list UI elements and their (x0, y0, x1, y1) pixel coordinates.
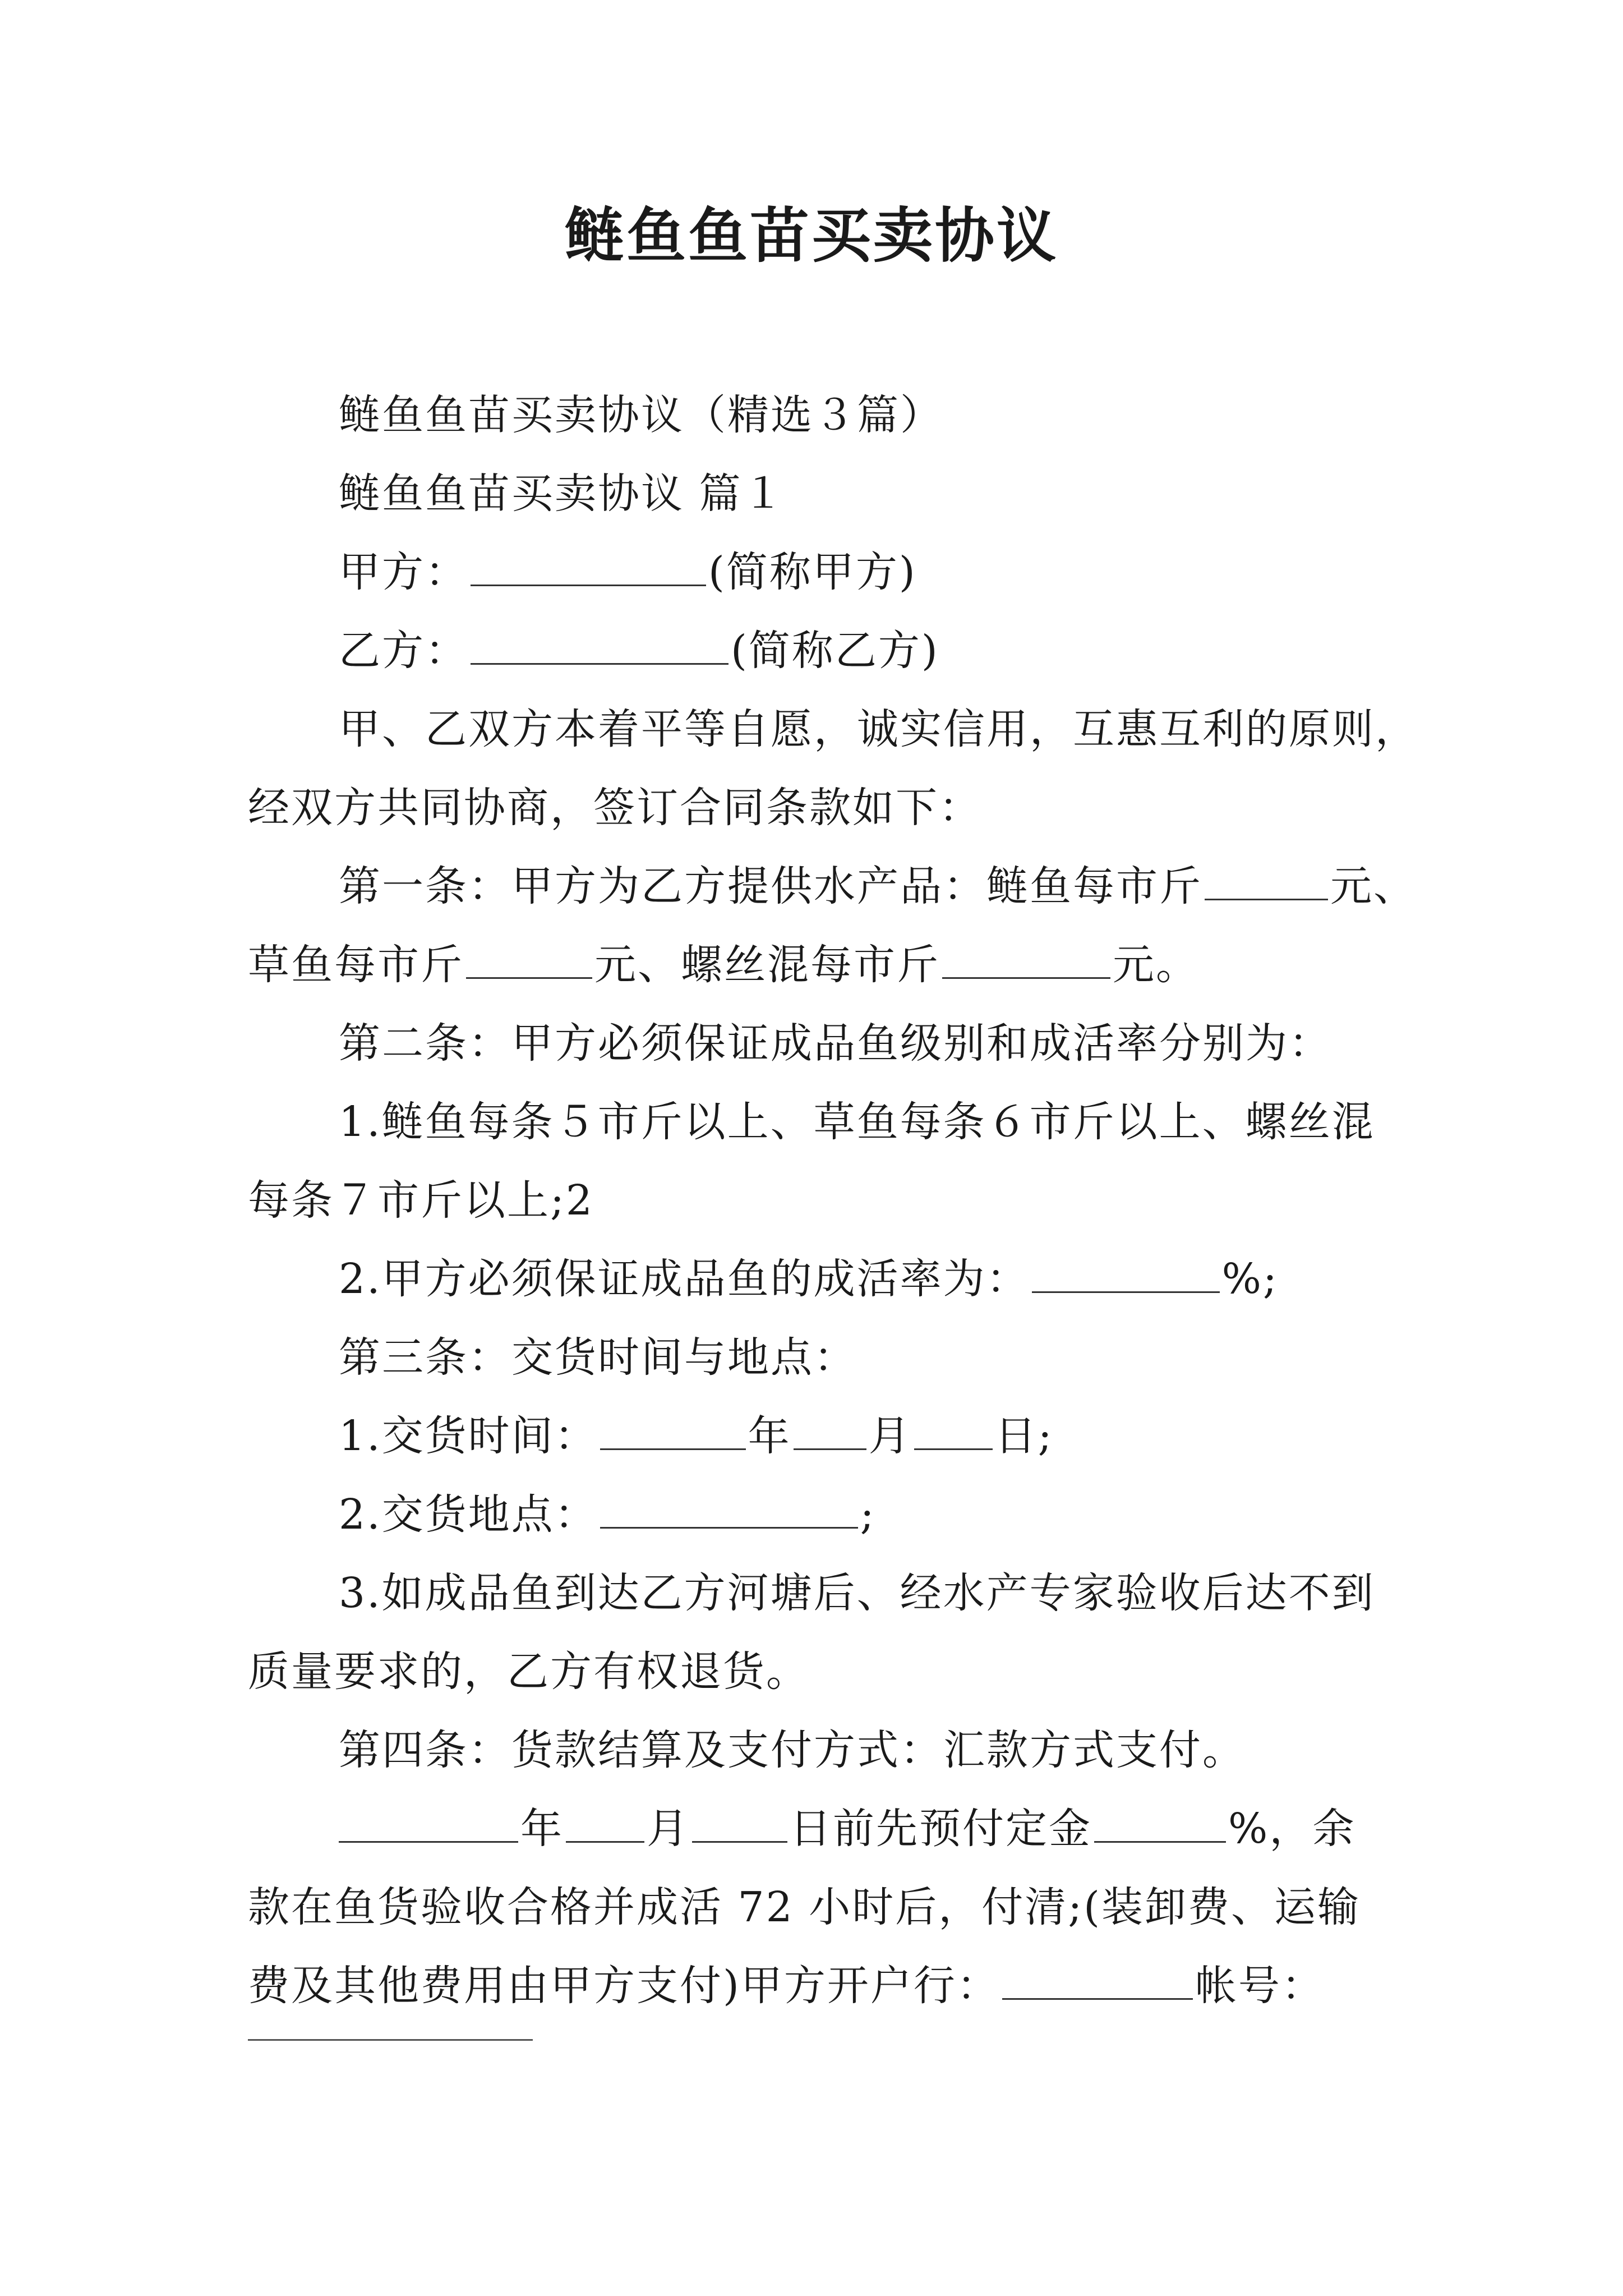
month-blank (566, 1806, 644, 1843)
text: 费及其他费用由甲方支付)甲方开户行： (248, 1962, 1000, 2010)
text: 乙方： (339, 627, 468, 675)
survival-rate-blank (1032, 1257, 1220, 1293)
text: ; (860, 1490, 876, 1539)
party-a-blank (471, 550, 706, 586)
payment-date-line (248, 1789, 1386, 1868)
paragraph-line (248, 1083, 1386, 1161)
text: 元、螺丝混每市斤 (594, 941, 940, 989)
article-one-line (248, 926, 1386, 1004)
subtitle-line (248, 376, 1386, 454)
text: 日前先预付定金 (790, 1805, 1092, 1853)
text: 甲、乙双方本着平等自愿，诚实信用，互惠互利的原则， (339, 705, 1418, 753)
year-blank (600, 1414, 746, 1450)
text: 草鱼每市斤 (248, 941, 464, 989)
bank-blank (1002, 1963, 1193, 2000)
text: 鲢鱼鱼苗买卖协议 篇１ (339, 470, 786, 518)
article-three-heading (248, 1318, 1386, 1397)
text: %，余 (1228, 1805, 1356, 1853)
text: 鲢鱼鱼苗买卖协议（精选３篇） (339, 391, 943, 439)
delivery-place-line (248, 1475, 1386, 1554)
bank-line (248, 1947, 1386, 2025)
party-a-line (248, 533, 1386, 611)
text: 2.交货地点： (339, 1490, 598, 1539)
month-blank (794, 1414, 866, 1450)
text: 第四条：货款结算及支付方式：汇款方式支付。 (339, 1726, 1246, 1774)
day-blank (914, 1414, 993, 1450)
place-blank (600, 1492, 858, 1529)
deposit-blank (1094, 1806, 1226, 1843)
text: 1.鲢鱼每条５市斤以上、草鱼每条６市斤以上、螺丝混 (339, 1098, 1375, 1146)
text: 第三条：交货时间与地点： (339, 1333, 857, 1382)
text: 月 (647, 1805, 690, 1853)
text: (简称甲方) (708, 548, 917, 596)
price-blank (466, 942, 592, 979)
text: 1.交货时间： (339, 1412, 598, 1460)
price-blank (1205, 864, 1328, 900)
day-blank (692, 1806, 787, 1843)
text: 第二条：甲方必须保证成品鱼级别和成活率分别为： (339, 1019, 1332, 1068)
document-title: 鲢鱼鱼苗买卖协议 (565, 200, 1058, 270)
text: 每条７市斤以上;2 (248, 1176, 594, 1225)
paragraph-line (248, 1161, 1386, 1240)
text: 日; (994, 1412, 1054, 1460)
delivery-time-line (248, 1397, 1386, 1475)
text: (简称乙方) (731, 627, 939, 675)
document-body (248, 376, 1418, 2025)
account-number-blank (248, 2039, 533, 2041)
year-blank (339, 1806, 518, 1843)
text: 质量要求的，乙方有权退货。 (248, 1648, 809, 1696)
price-blank (942, 942, 1110, 979)
text: 年 (520, 1805, 564, 1853)
text: 2.甲方必须保证成品鱼的成活率为： (339, 1255, 1030, 1303)
paragraph-line (248, 769, 1386, 847)
text: 元、 (1330, 862, 1417, 910)
text: 元。 (1113, 941, 1199, 989)
text: 款在鱼货验收合格并成活 72 小时后，付清;(装卸费、运输 (248, 1883, 1361, 1931)
party-b-line (248, 611, 1386, 690)
text: 月 (868, 1412, 912, 1460)
text: 甲方： (339, 548, 468, 596)
paragraph-line (248, 1554, 1386, 1632)
article-four-heading (248, 1711, 1386, 1789)
text: 第一条：甲方为乙方提供水产品：鲢鱼每市斤 (339, 862, 1202, 910)
text: 帐号： (1195, 1962, 1325, 2010)
article-two-heading (248, 1004, 1386, 1083)
text: 年 (748, 1412, 791, 1460)
text: 经双方共同协商，签订合同条款如下： (248, 784, 982, 832)
section-heading (248, 454, 1386, 533)
survival-rate-line (248, 1240, 1386, 1318)
party-b-blank (471, 628, 728, 665)
text: 3.如成品鱼到达乙方河塘后、经水产专家验收后达不到 (339, 1569, 1375, 1617)
paragraph-line (248, 1632, 1386, 1711)
text: %; (1221, 1255, 1279, 1303)
paragraph-line (248, 1868, 1386, 1947)
article-one-line (248, 847, 1417, 926)
paragraph-line (248, 690, 1418, 769)
